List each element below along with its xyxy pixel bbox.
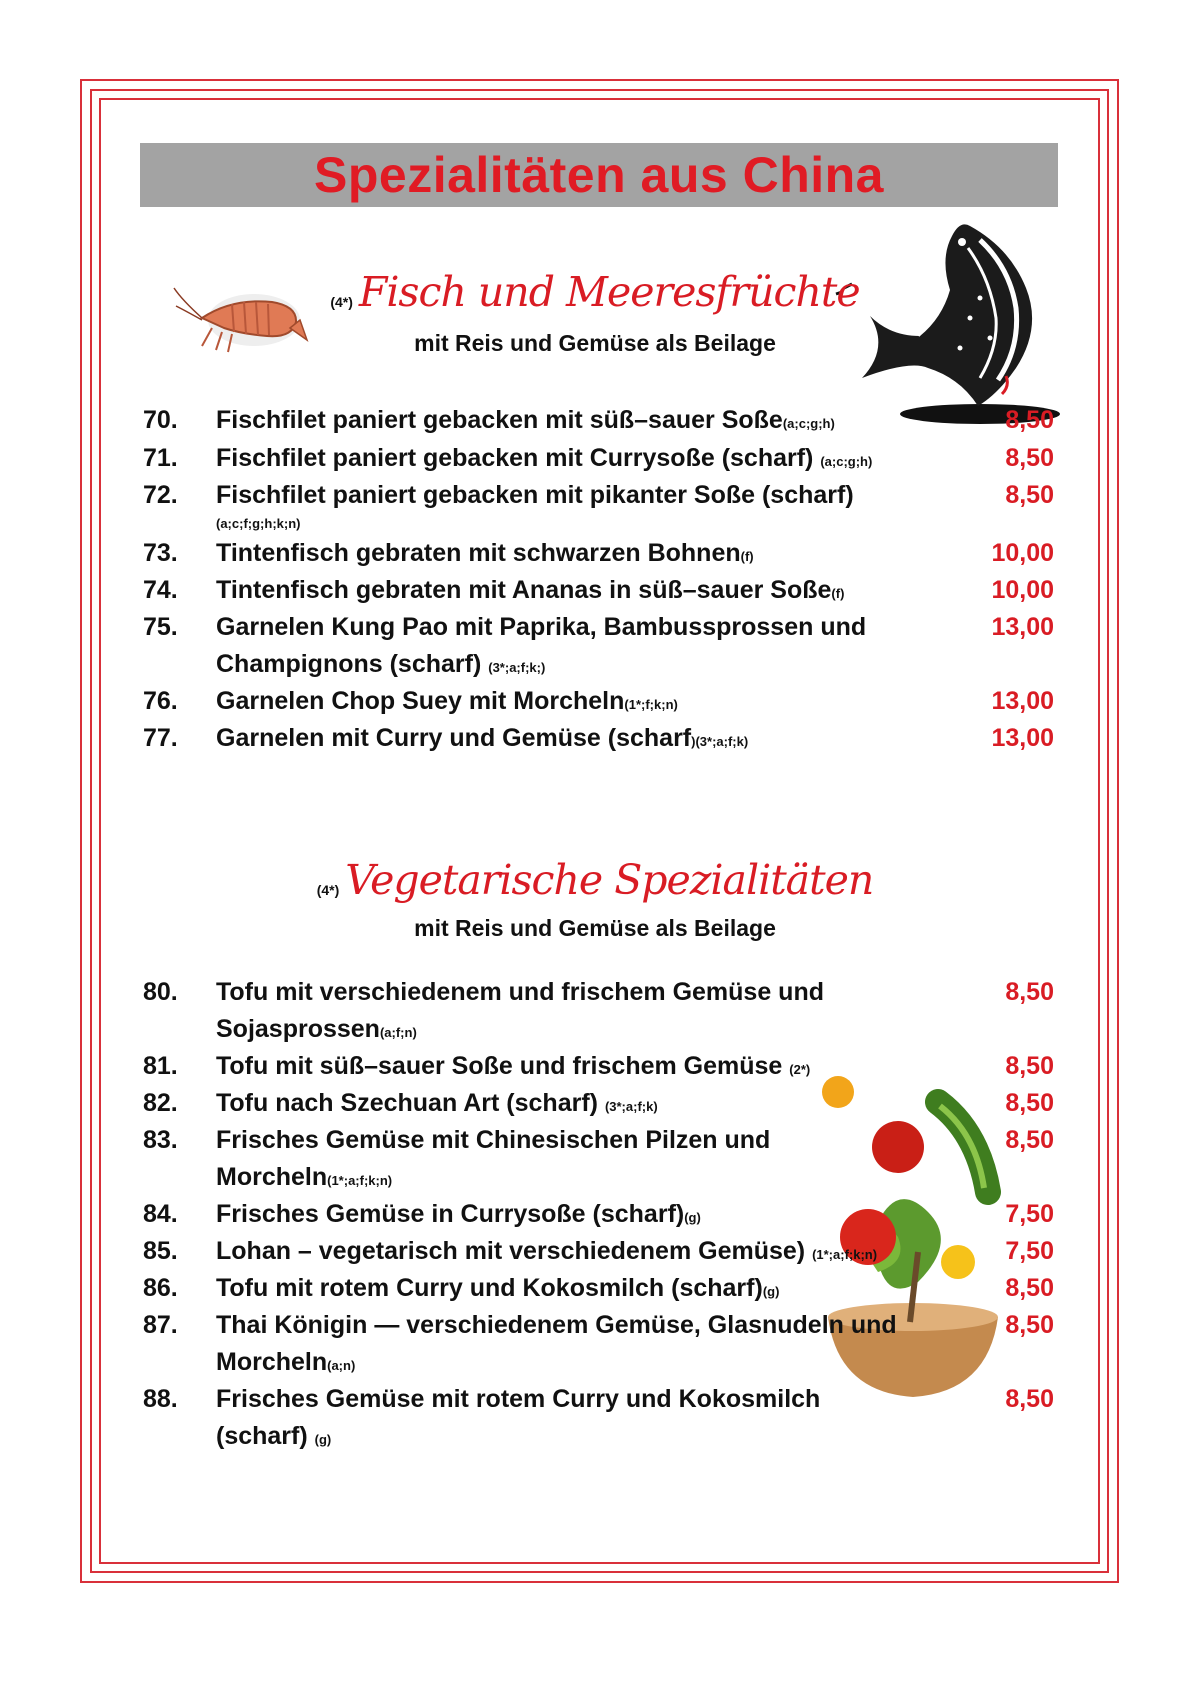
item-number: 76. xyxy=(143,687,178,715)
item-name-continued: Champignons (scharf) xyxy=(216,650,489,678)
item-allergens: (f) xyxy=(740,549,754,564)
item-price: 8,50 xyxy=(1005,978,1054,1006)
fish-icon xyxy=(830,218,1062,428)
item-price: 10,00 xyxy=(991,576,1054,604)
item-price: 8,50 xyxy=(1005,1274,1054,1302)
item-name: Fischfilet paniert gebacken mit süß–sauer Soße xyxy=(216,406,783,434)
item-number: 80. xyxy=(143,978,178,1006)
item-allergens: (g) xyxy=(314,1432,332,1447)
item-number: 70. xyxy=(143,406,178,434)
item-name: Thai Königin — verschiedenem Gemüse, Glasnudeln und xyxy=(216,1311,897,1339)
item-name: Garnelen mit Curry und Gemüse (scharf xyxy=(216,724,692,752)
item-name: Tofu nach Szechuan Art (scharf) xyxy=(216,1089,605,1117)
item-number: 86. xyxy=(143,1274,178,1302)
item-number: 85. xyxy=(143,1237,178,1265)
item-name-continued: Sojasprossen xyxy=(216,1015,380,1043)
section-subtitle: mit Reis und Gemüse als Beilage xyxy=(414,330,776,356)
item-number: 84. xyxy=(143,1200,178,1228)
item-name-continued: Morcheln xyxy=(216,1163,328,1191)
item-name: Tofu mit verschiedenem und frischem Gemüse und xyxy=(216,978,824,1006)
item-allergens: (g) xyxy=(762,1284,780,1299)
item-number: 87. xyxy=(143,1311,178,1339)
item-allergens: (a;f;n) xyxy=(379,1025,417,1040)
item-number: 73. xyxy=(143,539,178,567)
item-price: 8,50 xyxy=(1005,1089,1054,1117)
item-number: 72. xyxy=(143,481,178,509)
item-allergens: (g) xyxy=(684,1210,701,1225)
item-name: Tofu mit rotem Curry und Kokosmilch (scharf) xyxy=(216,1274,763,1302)
item-name-continued: (scharf) xyxy=(216,1422,315,1450)
item-name: Tintenfisch gebraten mit Ananas in süß–sauer Soße xyxy=(216,576,832,604)
item-price: 13,00 xyxy=(991,613,1054,641)
item-name: Garnelen Kung Pao mit Paprika, Bambussprossen und xyxy=(216,613,867,641)
item-allergens: (a;c;g;h) xyxy=(820,454,873,469)
section-note: (4*) xyxy=(330,293,353,310)
item-number: 82. xyxy=(143,1089,178,1117)
item-number: 81. xyxy=(143,1052,178,1080)
item-price: 7,50 xyxy=(1005,1237,1054,1265)
item-allergens: (1*;a;f;k;n) xyxy=(327,1173,393,1188)
item-name: Lohan – vegetarisch mit verschiedenem Gemüse) xyxy=(216,1237,813,1265)
section-title: Fisch und Meeresfrüchte xyxy=(358,268,860,316)
section-heading-vegetarian xyxy=(0,856,1190,904)
page-title: Spezialitäten aus China xyxy=(314,147,884,203)
section-title: Vegetarische Spezialitäten xyxy=(345,856,874,904)
item-name: Tofu mit süß–sauer Soße und frischem Gemüse xyxy=(216,1052,790,1080)
item-name: Fischfilet paniert gebacken mit pikanter Soße (scharf) xyxy=(216,481,854,509)
item-name: Frisches Gemüse mit Chinesischen Pilzen und xyxy=(216,1126,771,1154)
item-number: 74. xyxy=(143,576,178,604)
item-price: 8,50 xyxy=(1005,1126,1054,1154)
item-number: 75. xyxy=(143,613,178,641)
item-allergens: (1*;f;k;n) xyxy=(624,697,678,712)
item-allergens: (a;n) xyxy=(327,1358,356,1373)
item-number: 77. xyxy=(143,724,178,752)
item-allergens: (1*;a;f;k;n) xyxy=(812,1247,878,1262)
item-allergens: (3*;a;f;k) xyxy=(604,1099,658,1114)
item-price: 8,50 xyxy=(1005,1052,1054,1080)
page-title-bar xyxy=(140,143,1058,207)
item-name: Tintenfisch gebraten mit schwarzen Bohnen xyxy=(216,539,741,567)
item-price: 13,00 xyxy=(991,724,1054,752)
item-name: Garnelen Chop Suey mit Morcheln xyxy=(216,687,625,715)
item-allergens: )(3*;a;f;k) xyxy=(691,734,749,749)
item-price: 8,50 xyxy=(1005,444,1054,472)
item-price: 7,50 xyxy=(1005,1200,1054,1228)
section-subtitle: mit Reis und Gemüse als Beilage xyxy=(414,915,776,941)
item-number: 83. xyxy=(143,1126,178,1154)
item-allergens: (a;c;g;h) xyxy=(782,416,835,431)
item-price: 8,50 xyxy=(1005,406,1054,434)
item-allergens: (2*) xyxy=(789,1062,811,1077)
item-allergens: (3*;a;f;k;) xyxy=(488,660,546,675)
item-name: Frisches Gemüse mit rotem Curry und Kokosmilch xyxy=(216,1385,821,1413)
section-note: (4*) xyxy=(316,881,340,898)
item-number: 71. xyxy=(143,444,178,472)
section-heading-fish xyxy=(0,268,1190,316)
item-name: Fischfilet paniert gebacken mit Currysoße (scharf) xyxy=(216,444,821,472)
item-price: 8,50 xyxy=(1005,481,1054,509)
item-price: 8,50 xyxy=(1005,1311,1054,1339)
item-number: 88. xyxy=(143,1385,178,1413)
item-price: 8,50 xyxy=(1005,1385,1054,1413)
item-name: Frisches Gemüse in Currysoße (scharf) xyxy=(216,1200,685,1228)
item-price: 10,00 xyxy=(991,539,1054,567)
item-name-continued: Morcheln xyxy=(216,1348,328,1376)
item-price: 13,00 xyxy=(991,687,1054,715)
item-allergens: (f) xyxy=(831,586,845,601)
item-allergens: (a;c;f;g;h;k;n) xyxy=(216,516,301,531)
